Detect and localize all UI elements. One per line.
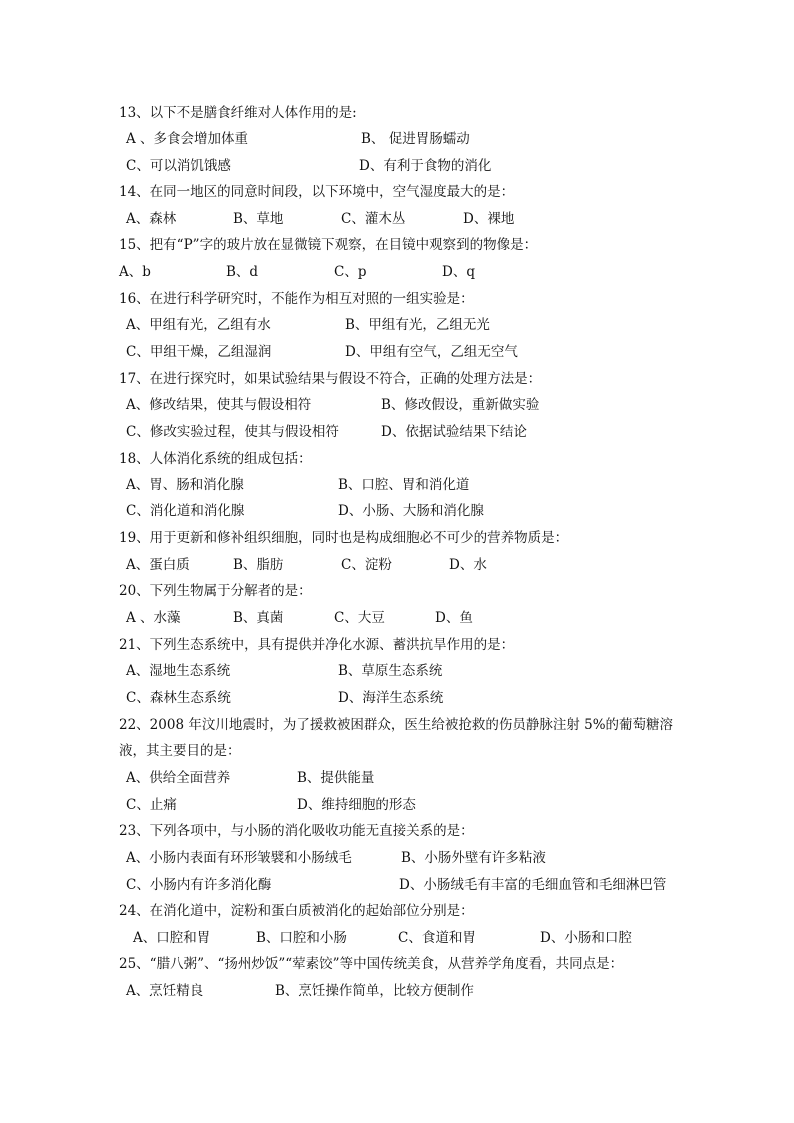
- option-b: B、修改假设，重新做实验: [381, 397, 540, 413]
- option-c: C、大豆: [334, 610, 385, 626]
- question-24-stem: [0, 899, 794, 923]
- question-stem: 24、在消化道中，淀粉和蛋白质被消化的起始部位分别是：: [119, 903, 474, 919]
- option-a: A、供给全面营养: [126, 770, 231, 786]
- question-18-options-row-2: [0, 499, 794, 523]
- question-16-options-row-2: [0, 340, 794, 364]
- option-c: C、甲组干燥，乙组湿润: [126, 344, 272, 360]
- option-b: B、d: [226, 264, 259, 280]
- option-b: B、提供能量: [297, 770, 375, 786]
- option-d: D、q: [442, 264, 475, 280]
- question-stem: 13、以下不是膳食纤维对人体作用的是:: [119, 105, 357, 121]
- option-d: D、维持细胞的形态: [297, 797, 416, 813]
- question-17-stem: [0, 367, 794, 391]
- option-a: A、小肠内表面有环形皱襞和小肠绒毛: [126, 850, 352, 866]
- question-20-stem: [0, 579, 794, 603]
- option-b: B、甲组有光，乙组无光: [345, 317, 490, 333]
- option-a: A、甲组有光，乙组有水: [126, 317, 271, 333]
- question-stem: 23、下列各项中，与小肠的消化吸收功能无直接关系的是：: [119, 823, 474, 839]
- option-b: B、 促进胃肠蠕动: [361, 131, 470, 147]
- option-d: D、有利于食物的消化: [359, 158, 492, 174]
- option-c: C、小肠内有许多消化酶: [126, 877, 272, 893]
- option-d: D、鱼: [435, 610, 473, 626]
- question-23-stem: [0, 819, 794, 843]
- question-14-stem: [0, 180, 794, 204]
- option-c: C、修改实验过程，使其与假设相符: [126, 424, 339, 440]
- question-18-stem: [0, 447, 794, 471]
- option-c: C、p: [334, 264, 367, 280]
- question-16-stem: [0, 287, 794, 311]
- option-d: D、海洋生态系统: [338, 690, 444, 706]
- option-c: C、食道和胃: [398, 930, 476, 946]
- question-stem: 17、在进行探究时，如果试验结果与假设不符合，正确的处理方法是：: [119, 371, 542, 387]
- option-d: D、水: [449, 557, 487, 573]
- option-a: A、b: [119, 264, 151, 280]
- option-b: B、小肠外壁有许多粘液: [401, 850, 546, 866]
- question-23-options-row-1: [0, 846, 794, 870]
- question-15-stem: [0, 233, 794, 257]
- question-22-stem: [0, 713, 794, 737]
- question-17-options-row-1: [0, 393, 794, 417]
- option-b: B、真菌: [233, 610, 284, 626]
- option-c: C、灌木丛: [341, 211, 406, 227]
- option-b: B、口腔、胃和消化道: [338, 477, 470, 493]
- question-stem: 16、在进行科学研究时，不能作为相互对照的一组实验是：: [119, 291, 474, 307]
- option-a: A、口腔和胃: [133, 930, 211, 946]
- question-24-options: [0, 926, 794, 950]
- option-a: A、湿地生态系统: [126, 663, 231, 679]
- question-15-options: [0, 260, 794, 284]
- question-stem: 20、下列生物属于分解者的是：: [119, 583, 312, 599]
- question-25-stem: [0, 952, 794, 976]
- question-stem: 21、下列生态系统中，具有提供并净化水源、蓄洪抗旱作用的是：: [119, 637, 515, 653]
- option-b: B、烹饪操作简单，比较方便制作: [275, 983, 474, 999]
- question-25-options: [0, 979, 794, 1003]
- question-23-options-row-2: [0, 873, 794, 897]
- option-a: A 、水藻: [126, 610, 181, 626]
- question-16-options-row-1: [0, 313, 794, 337]
- option-d: D、裸地: [463, 211, 515, 227]
- option-a: A、烹饪精良: [126, 983, 204, 999]
- option-c: C、消化道和消化腺: [126, 503, 245, 519]
- question-21-stem: [0, 633, 794, 657]
- option-b: B、草地: [233, 211, 284, 227]
- question-stem: 14、在同一地区的同意时间段，以下环境中，空气湿度最大的是：: [119, 184, 515, 200]
- option-c: C、淀粉: [341, 557, 392, 573]
- question-22-stem-continued: [0, 739, 794, 763]
- question-13-stem: [0, 101, 794, 125]
- option-c: C、可以消饥饿感: [126, 158, 231, 174]
- question-stem: 19、用于更新和修补组织细胞，同时也是构成细胞必不可少的营养物质是：: [119, 530, 569, 546]
- question-21-options-row-1: [0, 659, 794, 683]
- question-20-options: [0, 606, 794, 630]
- option-d: D、甲组有空气，乙组无空气: [345, 344, 518, 360]
- option-b: B、口腔和小肠: [256, 930, 347, 946]
- option-c: C、止痛: [126, 797, 177, 813]
- option-a: A、胃、肠和消化腺: [126, 477, 244, 493]
- option-a: A 、多食会增加体重: [126, 131, 249, 147]
- question-stem-continued: 液，其主要目的是：: [119, 743, 241, 759]
- option-a: A、修改结果，使其与假设相符: [126, 397, 312, 413]
- question-22-options-row-1: [0, 766, 794, 790]
- question-21-options-row-2: [0, 686, 794, 710]
- option-d: D、小肠、大肠和消化腺: [338, 503, 484, 519]
- option-d: D、依据试验结果下结论: [381, 424, 527, 440]
- option-a: A、蛋白质: [126, 557, 190, 573]
- option-d: D、小肠和口腔: [540, 930, 632, 946]
- question-19-stem: [0, 526, 794, 550]
- option-d: D、小肠绒毛有丰富的毛细血管和毛细淋巴管: [399, 877, 667, 893]
- question-stem: 15、把有“P”字的玻片放在显微镜下观察，在目镜中观察到的物像是：: [119, 237, 538, 253]
- question-22-options-row-2: [0, 793, 794, 817]
- question-stem: 25、“腊八粥”、“扬州炒饭”“荤素饺”等中国传统美食，从营养学角度看，共同点是：: [119, 956, 624, 972]
- option-c: C、森林生态系统: [126, 690, 231, 706]
- question-18-options-row-1: [0, 473, 794, 497]
- option-b: B、脂肪: [233, 557, 284, 573]
- question-19-options: [0, 553, 794, 577]
- question-13-options-row-2: [0, 154, 794, 178]
- option-b: B、草原生态系统: [338, 663, 443, 679]
- question-17-options-row-2: [0, 420, 794, 444]
- question-stem: 22、2008 年汶川地震时，为了援救被困群众，医生给被抢救的伤员静脉注射 5%的葡萄糖溶: [119, 717, 674, 733]
- question-stem: 18、人体消化系统的组成包括：: [119, 451, 312, 467]
- option-a: A、森林: [126, 211, 177, 227]
- question-13-options-row-1: [0, 127, 794, 151]
- question-14-options: [0, 207, 794, 231]
